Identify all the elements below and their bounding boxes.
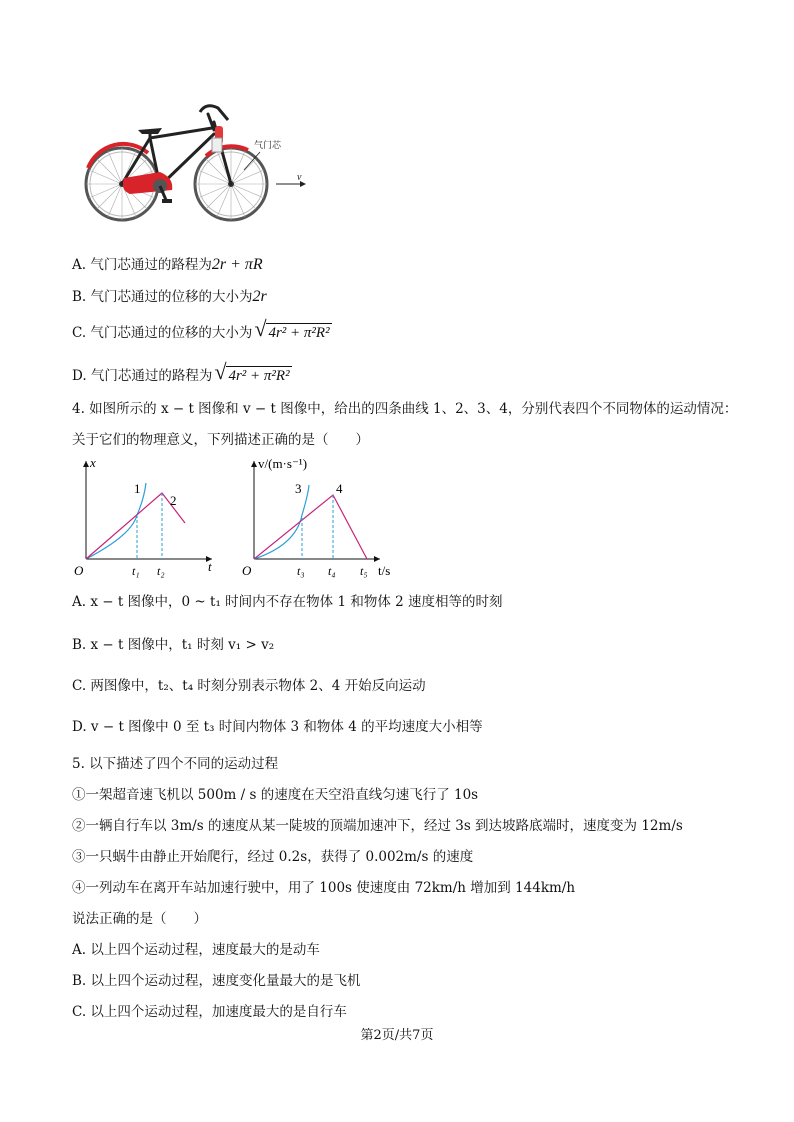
- q3-option-a-expr: 2r + πR: [211, 256, 263, 273]
- vt-tick-t5: t₅: [360, 564, 368, 578]
- vt-tick-t4: t₄: [328, 564, 336, 578]
- q4-option-d: D. v − t 图像中 0 至 t₃ 时间内物体 3 和物体 4 的平均速度大小相等: [72, 719, 483, 735]
- q3-option-b-text: B. 气门芯通过的位移的大小为: [72, 289, 253, 305]
- q3-option-d: [72, 359, 292, 385]
- velocity-label: v: [297, 172, 302, 183]
- xt-label-2: 2: [170, 493, 177, 508]
- vt-origin: O: [242, 563, 252, 578]
- q5-option-c: C. 以上四个运动过程，加速度最大的是自行车: [72, 1004, 347, 1020]
- xt-origin: O: [74, 563, 84, 578]
- q3-option-c: [72, 316, 332, 342]
- xt-tick-t2: t₂: [157, 564, 165, 578]
- q4-stem-line2: 关于它们的物理意义，下列描述正确的是（ ）: [72, 432, 369, 448]
- q3-option-d-expr: 4r² + π²R²: [228, 368, 290, 384]
- bike-handlebar: [200, 106, 228, 120]
- page-footer: 第2页/共7页: [360, 1028, 434, 1043]
- vt-x-label: t/s: [378, 563, 391, 578]
- xt-tick-t1: t₁: [132, 564, 140, 578]
- bicycle-figure: [78, 98, 318, 223]
- xt-x-label: t: [208, 559, 212, 574]
- q5-item-3: ③一只蜗牛由静止开始爬行，经过 0.2s，获得了 0.002m/s 的速度: [72, 849, 474, 865]
- q5-option-b: B. 以上四个运动过程，速度变化量最大的是飞机: [72, 973, 361, 989]
- q3-option-b: [72, 288, 267, 306]
- vt-curve-4: [254, 495, 367, 559]
- bike-seat: [138, 128, 162, 134]
- q5-option-a: A. 以上四个运动过程，速度最大的是动车: [72, 942, 320, 958]
- q4-stem-line1: 4. 如图所示的 x − t 图像和 v − t 图像中，给出的四条曲线 1、2、3、4，分别代表四个不同物体的运动情况：: [72, 401, 738, 417]
- q3-option-d-sqrt: √ 4r² + π²R²: [214, 359, 290, 384]
- q3-option-a: [72, 256, 263, 274]
- xt-graph: [72, 455, 222, 585]
- q3-option-c-sqrt: √ 4r² + π²R²: [254, 316, 330, 341]
- q5-prompt: 说法正确的是（ ）: [72, 911, 207, 927]
- q4-option-b: B. x − t 图像中，t₁ 时刻 v₁ > v₂: [72, 637, 275, 653]
- q3-option-b-expr: 2r: [252, 288, 267, 305]
- valve-label: 气门芯: [254, 140, 282, 150]
- q5-item-2: ②一辆自行车以 3m/s 的速度从某一陡坡的顶端加速冲下，经过 3s 到达坡路底端时，速度变为 12m/s: [72, 818, 683, 834]
- q3-option-d-text: D. 气门芯通过的路程为: [72, 368, 213, 384]
- q4-option-c: C. 两图像中，t₂、t₄ 时刻分别表示物体 2、4 开始反向运动: [72, 678, 426, 694]
- q4-option-a: A. x − t 图像中，0 ~ t₁ 时间内不存在物体 1 和物体 2 速度相等的时刻: [72, 594, 503, 610]
- vt-graph: [240, 455, 410, 585]
- vt-y-label: v/(m·s⁻¹): [258, 456, 308, 471]
- q3-option-c-text: C. 气门芯通过的位移的大小为: [72, 325, 253, 341]
- q5-item-1: ①一架超音速飞机以 500m / s 的速度在天空沿直线匀速飞行了 10s: [72, 787, 479, 803]
- vt-label-4: 4: [336, 481, 343, 496]
- q5-item-4: ④一列动车在离开车站加速行驶中，用了 100s 使速度由 72km/h 增加到 144km/h: [72, 880, 576, 896]
- q5-stem: 5. 以下描述了四个不同的运动过程: [72, 756, 279, 772]
- q3-option-a-text: A. 气门芯通过的路程为: [72, 257, 212, 273]
- xt-label-1: 1: [134, 481, 141, 496]
- vt-curve-3: [254, 485, 309, 559]
- q3-option-c-expr: 4r² + π²R²: [268, 325, 330, 341]
- vt-label-3: 3: [295, 481, 302, 496]
- vt-tick-t3: t₃: [297, 564, 305, 578]
- xt-y-label: x: [90, 455, 96, 470]
